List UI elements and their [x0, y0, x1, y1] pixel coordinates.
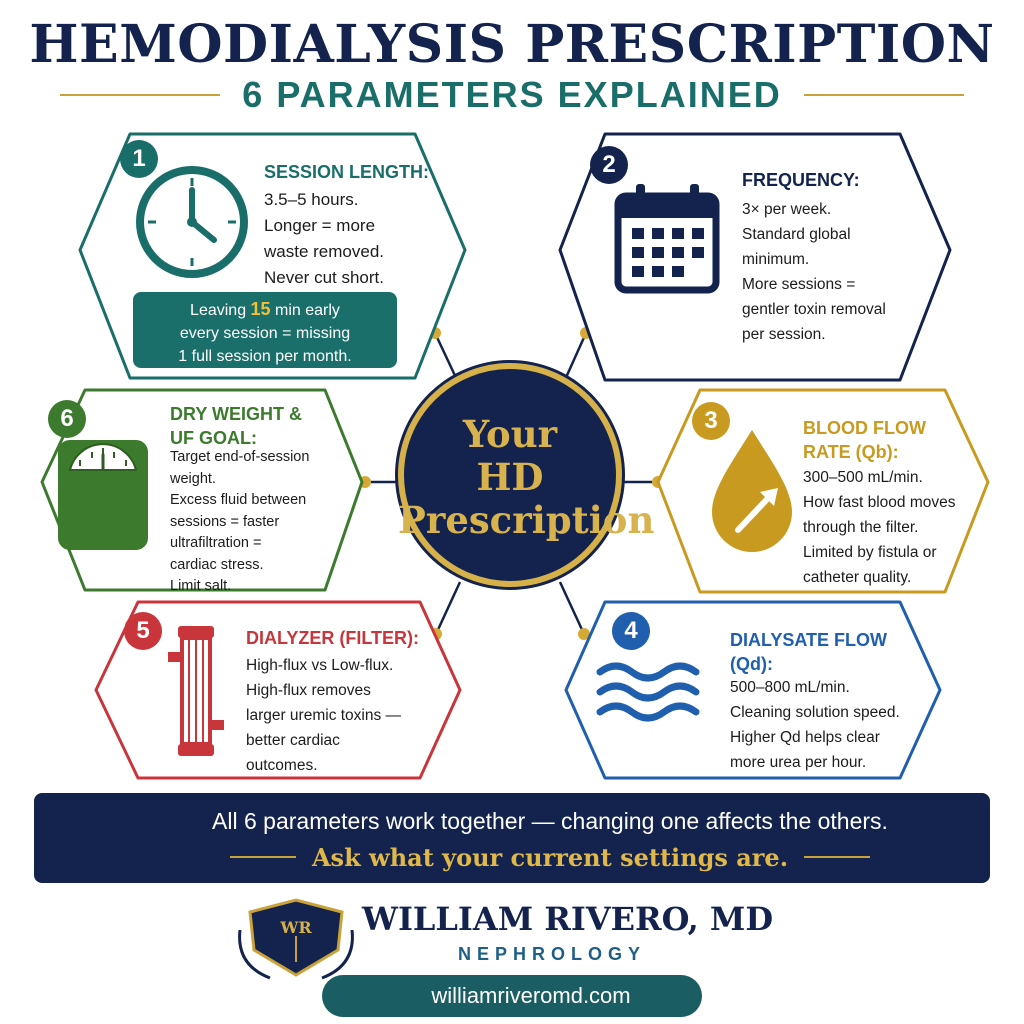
doctor-name: WILLIAM RIVERO, MD	[362, 900, 774, 938]
badge-4: 4	[612, 612, 650, 650]
session-callout: Leaving 15 min early every session = missing 1 full session per month.	[133, 292, 397, 368]
dialysate-flow-title: DIALYSATE FLOW (Qd):	[730, 630, 887, 674]
badge-5: 5	[124, 612, 162, 650]
clock-icon	[140, 170, 244, 274]
logo-text: WR	[280, 918, 312, 937]
badge-6: 6	[48, 400, 86, 438]
session-length-title: SESSION LENGTH:	[264, 162, 430, 182]
website-link[interactable]	[322, 975, 702, 1017]
scale-icon	[58, 440, 148, 550]
dialyzer-title: DIALYZER (FILTER):	[246, 628, 419, 648]
calendar-icon	[618, 184, 716, 290]
divider	[804, 856, 870, 858]
badge-2: 2	[590, 146, 628, 184]
dry-weight-title: DRY WEIGHT & UF GOAL:	[170, 404, 303, 448]
divider	[230, 856, 296, 858]
specialty: NEPHROLOGY	[457, 944, 646, 964]
page-title: HEMODIALYSIS PRESCRIPTION	[29, 14, 995, 75]
blood-flow-text: 300–500 mL/min. How fast blood moves through the filter. Limited by fistula or catheter quality.	[803, 469, 956, 586]
dialyzer-text: High-flux vs Low-flux. High-flux removes larger uremic toxins — better cardiac outcomes.	[246, 657, 402, 774]
wr-shield-logo	[240, 900, 353, 978]
badge-1: 1	[120, 140, 158, 178]
blood-flow-title: BLOOD FLOW RATE (Qb):	[803, 418, 926, 462]
center-title: Your HD Prescription	[398, 412, 655, 542]
session-length-text: 3.5–5 hours. Longer = more waste removed. Never cut short.	[264, 190, 384, 287]
dry-weight-text: Target end-of-session weight. Excess fluid between sessions = faster ultrafiltration = cardiac stress. Limit salt.	[170, 449, 310, 594]
badge-3: 3	[692, 402, 730, 440]
banner-callout-row	[230, 840, 870, 874]
page-subtitle: 6 PARAMETERS EXPLAINED	[242, 74, 782, 115]
banner-text: All 6 parameters work together — changing one affects the others.	[212, 808, 888, 834]
frequency-text: 3× per week. Standard global minimum. More sessions = gentler toxin removal per session.	[742, 201, 886, 343]
dialysate-flow-text: 500–800 mL/min. Cleaning solution speed. Higher Qd helps clear more urea per hour.	[730, 679, 900, 771]
banner-callout: Ask what your current settings are.	[311, 842, 789, 872]
frequency-title: FREQUENCY:	[742, 170, 860, 190]
website-url[interactable]: williamriveromd.com	[431, 983, 631, 1008]
